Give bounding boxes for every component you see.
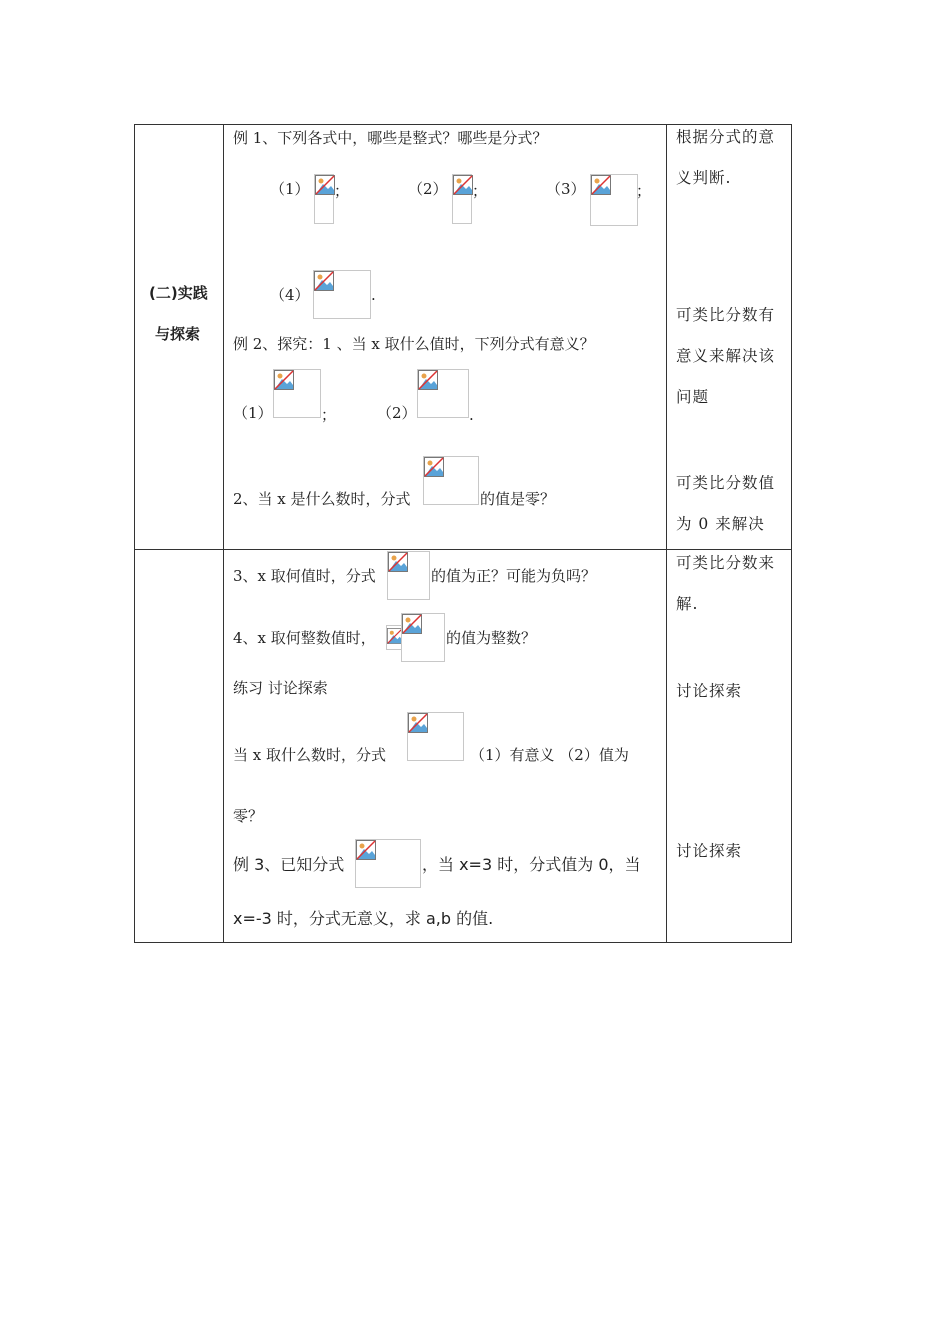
ex2-q2-after: 的值是零？ <box>480 490 556 508</box>
formula-image <box>452 174 472 224</box>
practice-before: 当 x 取什么数时，分式 <box>233 746 386 764</box>
formula-image <box>590 174 638 226</box>
note-discuss-2: 讨论探索 <box>676 842 743 860</box>
note-analogy-meaning: 可类比分数有意义来解决该问题 <box>676 306 776 406</box>
ex1-sep3: ； <box>636 182 652 200</box>
note-meaning: 根据分式的意义判断. <box>676 128 776 187</box>
broken-image-icon <box>591 175 611 195</box>
formula-image <box>387 551 430 600</box>
formula-image <box>313 270 371 319</box>
ex1-item4-label: （4） <box>270 286 310 304</box>
ex3-line2: x=-3 时，分式无意义，求 a,b 的值. <box>233 909 494 928</box>
ex2-item1-label: （1） <box>233 404 273 422</box>
practice-after: （1）有意义 （2）值为 <box>470 746 629 764</box>
formula-image <box>417 369 469 418</box>
q3-after: 的值为正？可能为负吗？ <box>431 567 597 585</box>
formula-image <box>314 174 334 224</box>
ex3-after: ，当 x=3 时，分式值为 0，当 <box>422 855 641 874</box>
practice-title: 练习 讨论探索 <box>233 679 328 697</box>
formula-image <box>386 625 402 650</box>
table-cell-label-bottom <box>134 549 224 943</box>
broken-image-icon <box>314 271 334 291</box>
ex1-sep2: ； <box>472 182 488 200</box>
ex2-item2-label: （2） <box>377 404 417 422</box>
section-label-line1: (二)实践 <box>149 284 208 302</box>
formula-image <box>407 712 464 761</box>
q4-after: 的值为整数？ <box>446 629 537 647</box>
ex1-item2-label: （2） <box>408 180 448 198</box>
broken-image-icon <box>388 552 408 572</box>
ex1-item3-label: （3） <box>546 180 586 198</box>
formula-image <box>423 456 479 505</box>
q4-before: 4、x 取何整数值时， <box>233 629 376 647</box>
ex2-sep1: ； <box>321 406 337 424</box>
ex2-q2-before: 2、当 x 是什么数时，分式 <box>233 490 411 508</box>
ex1-sep4: . <box>371 286 376 304</box>
broken-image-icon <box>274 370 294 390</box>
ex1-item1-label: （1） <box>270 180 310 198</box>
section-label-line2: 与探索 <box>155 325 201 343</box>
q3-before: 3、x 取何值时，分式 <box>233 567 376 585</box>
formula-image <box>355 839 421 888</box>
broken-image-icon <box>356 840 376 860</box>
note-discuss-1: 讨论探索 <box>676 682 743 700</box>
broken-image-icon <box>402 614 422 634</box>
broken-image-icon <box>418 370 438 390</box>
note-analogy-fraction: 可类比分数来解. <box>676 554 776 613</box>
ex2-title: 例 2、探究：1 、当 x 取什么值时，下列分式有意义？ <box>233 335 595 353</box>
note-analogy-zero: 可类比分数值为 0 来解决 <box>676 474 776 533</box>
broken-image-icon <box>424 457 444 477</box>
broken-image-icon <box>408 713 428 733</box>
ex1-title: 例 1、下列各式中，哪些是整式？哪些是分式？ <box>233 129 548 147</box>
formula-image <box>401 613 445 662</box>
practice-line2: 零？ <box>233 807 264 825</box>
broken-image-icon <box>453 175 473 195</box>
broken-image-icon <box>315 175 335 195</box>
ex1-sep1: ； <box>334 182 350 200</box>
formula-image <box>273 369 321 418</box>
ex3-before: 例 3、已知分式 <box>233 855 345 874</box>
ex2-sep2: . <box>469 406 474 424</box>
